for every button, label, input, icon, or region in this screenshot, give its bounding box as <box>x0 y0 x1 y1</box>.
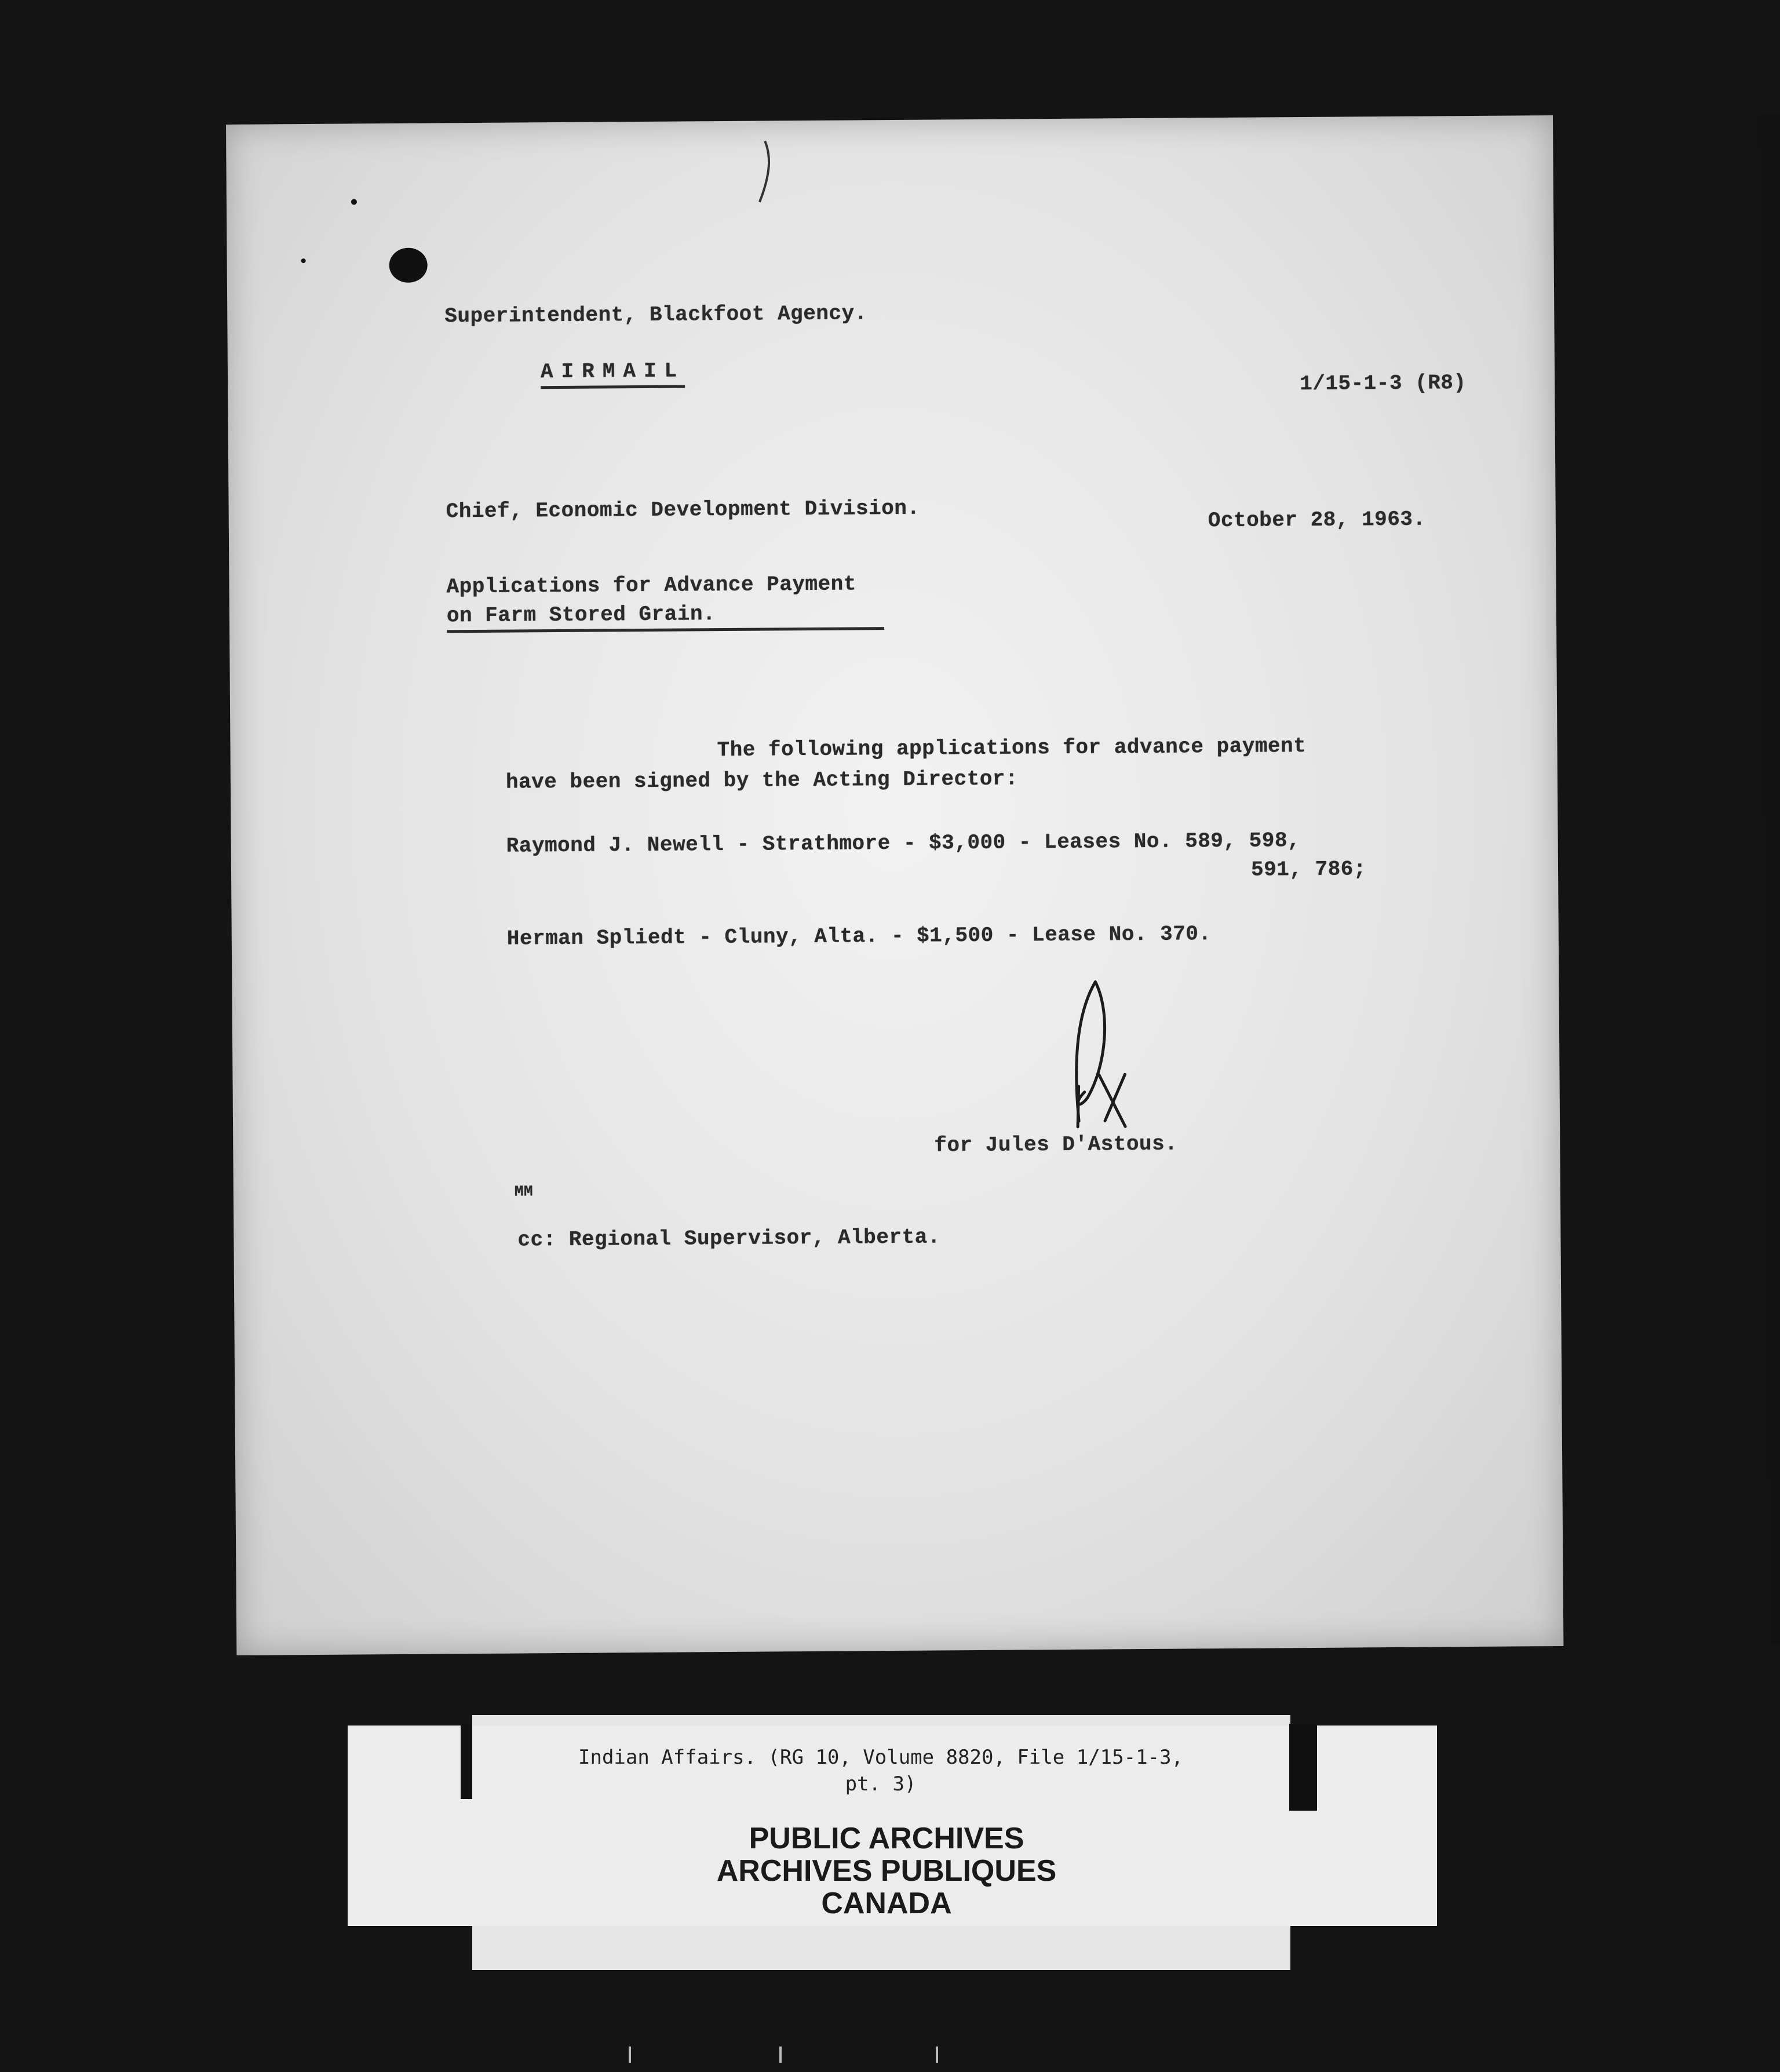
entry-newell-line-1: Raymond J. Newell - Strathmore - $3,000 - Leases No. 589, 598, <box>506 829 1301 858</box>
archives-country: CANADA <box>821 1887 952 1920</box>
signature <box>1055 976 1148 1139</box>
ink-blot <box>389 248 427 283</box>
film-tick <box>629 2047 631 2063</box>
airmail-heading: AIRMAIL <box>541 359 685 389</box>
film-tick <box>936 2047 938 2063</box>
archives-name-en: PUBLIC ARCHIVES <box>749 1822 1024 1855</box>
sender: Chief, Economic Development Division. <box>446 496 920 524</box>
subject-line-2: on Farm Stored Grain. <box>447 601 884 633</box>
letter-date: October 28, 1963. <box>1208 507 1426 533</box>
entry-newell-line-2: 591, 786; <box>1250 857 1367 882</box>
body-line-1: The following applications for advance payment <box>717 734 1307 763</box>
ink-speck <box>351 199 357 205</box>
letter-page <box>226 115 1563 1655</box>
archive-reference-line-1: Indian Affairs. (RG 10, Volume 8820, File 1/15-1-3, <box>578 1746 1183 1769</box>
page-shadow <box>1721 114 1780 1645</box>
slip-tab <box>1289 1724 1317 1811</box>
archive-reference-line-2: pt. 3) <box>845 1772 917 1796</box>
ink-speck <box>301 258 306 263</box>
signatory: for Jules D'Astous. <box>934 1132 1178 1158</box>
typist-initials: MM <box>514 1183 534 1201</box>
body-line-2: have been signed by the Acting Director: <box>505 767 1019 794</box>
archives-name <box>521 1822 1252 1920</box>
archives-name-fr: ARCHIVES PUBLIQUES <box>716 1854 1057 1888</box>
file-reference: 1/15-1-3 (R8) <box>1300 371 1467 396</box>
subject-line-1: Applications for Advance Payment <box>446 572 857 599</box>
film-tick <box>779 2047 782 2063</box>
pen-mark <box>747 138 783 207</box>
addressee: Superintendent, Blackfoot Agency. <box>444 301 867 329</box>
slip-tab <box>461 1724 472 1799</box>
cc-line: cc: Regional Supervisor, Alberta. <box>517 1225 940 1252</box>
archive-reference <box>475 1744 1286 1797</box>
entry-spliedt: Herman Spliedt - Cluny, Alta. - $1,500 - Lease No. 370. <box>506 922 1212 951</box>
